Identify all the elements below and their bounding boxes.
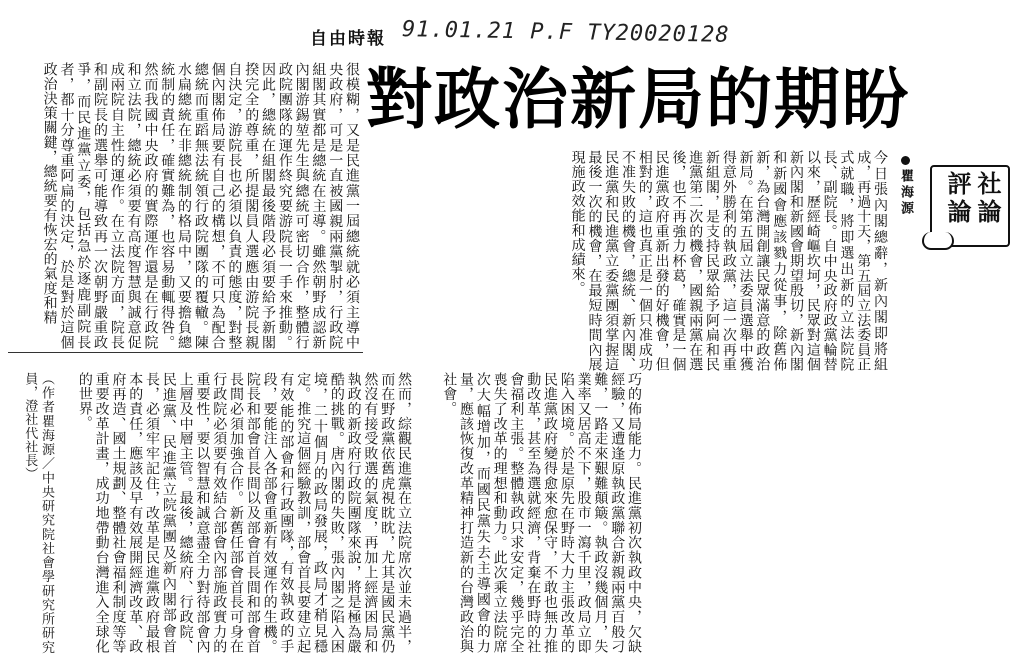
column-badge-label: 社論評論 <box>943 171 1002 227</box>
handwritten-date-annotation: 91.01.21 P.F TY20020128 <box>401 17 730 48</box>
badge-scroll-ornament <box>922 232 954 250</box>
author-name: 瞿海源 <box>898 169 913 217</box>
article-block-bottom-right: 巧的佈局能力。民進黨初次執政中央，欠缺經驗，又遭逢原執政黨聯合新親兩黨百般刁難，一路走來艱難顛簸。執政沒幾個月，失業率又居高不下，股市一瀉千里，政局立即陷入困境。於是原先在野時大力主張改革的民進黨政府變得愈來愈保守，不敢也無力推動改革，甚至為選就經濟，背棄在野時的社會福利主張。整體執政只求安定，幾乎完全喪失了改革的理想和動力。此次乘立法院席次大幅增加，而國民黨失去主導國會的力量，應該恢復改革精神打造新的台灣政治與社會。 <box>441 372 642 654</box>
editorial-headline: 對政治新局的期盼 <box>366 61 910 138</box>
byline-bullet-icon <box>901 156 910 165</box>
article-block-top-left: 很模糊，又是民進黨一屆總統就必須主導中央政府，可是一直被國親兩黨掣肘，行政院組閣其實都是總統在主導。雖然朝野成認新內閣游錫堃先生與總統可密切合作，整體行政院團隊的運作終究要游院長一手來推動。因此，總統在組閣最後階段必須要給予新閣揆完全的尊重，所提閣員人選應由游院長親自決定，游院長也必須以負責的態度，對整個內閣佈局要有自己的構想，不可只為配合總統而重蹈無法統領行政院團隊的覆轍。陳水扁總統在非總統制的格局中，又要擔負總統制的責任，確實難為，也容易動輒得咎。然而我國中央政府的實際運作還是在行政院和立法院，總統必須要有高度智慧與誠意促成兩院自主性的運作。在立法院方面，院長和副院長的選舉可能導致再一次朝野嚴重政爭，而民進黨立委，包括急於逐鹿副院長者，都十分尊重阿扁的決定，於是對於這個政治決策關鍵，總統要有恢宏的氣度和精 <box>41 62 360 350</box>
section-divider <box>8 352 363 353</box>
author-byline <box>893 156 915 246</box>
author-credit: （作者瞿海源／中央研究院社會學研究所研究員，澄社代社長） <box>22 372 54 654</box>
article-block-bottom-mid: 然而，綜觀民進黨在立法院席次並未過半，而在野政黨依舊虎視眈眈，尤其是國民黨仍然沒有接受敗選的氣度，再加上經濟困局和執政的新政府行政院團隊來說，將是極為嚴酷的挑戰。唐內閣的失敗，張內閣之陷入困境，二十個月的政局發展，政局才稍見穩定。推究這個經驗教訓，部會首長要建立起有效能的部會和行政團隊，有效執政的手段，要能注入各部會重新有效運作的生機。院長和部會首長間以及部會首長間和部會首長間必須加強合作。新舊任部會首長可身在行政院必須要有效結合部會內部施政實力的重要性，要以智慧和誠意盡全力對待部會內上層及中層主管。最後，總統府、行政院、民進黨、民進黨立院黨團及新內閣部會首長，必須牢牢記住，改革是民進黨政府最根本的責任，應該及早有效展開經濟改革、政府再造、國土規劃、整體社會福利制度等等重要改革計畫，成功地帶動台灣進入全球化的世界。 <box>76 372 412 654</box>
newspaper-masthead: 自由時報 <box>310 29 386 49</box>
article-block-top-right: 今日張內閣總辭，新內閣即將組成，再過十天，第五屆立法委員正式就職，將即選出新的立法院院長、副院長。自中央政府政黨輪替以來，歷經崎嶇坎坷，民眾對這個新內閣和新國會期望殷切，新內閣和新國會應該戮力從事，除舊佈新，為台灣開創讓民眾滿意的政治新局。在第五屆立法委員選舉中獲得意外勝利的執政黨，這一次再重新組閣，是支持民眾給予阿扁和民進黨第二次的機會，國親兩黨在選後，也不再強力杯葛，確實是一個民進黨政府重新出發的好機會，但相對的，這也真正是一個只准成功不准失敗的機會，總統、新內閣、民進黨和民進黨立委黨團須掌握這最後一次的機會，在最短時間內展現施政效能和成績來。 <box>569 150 888 372</box>
